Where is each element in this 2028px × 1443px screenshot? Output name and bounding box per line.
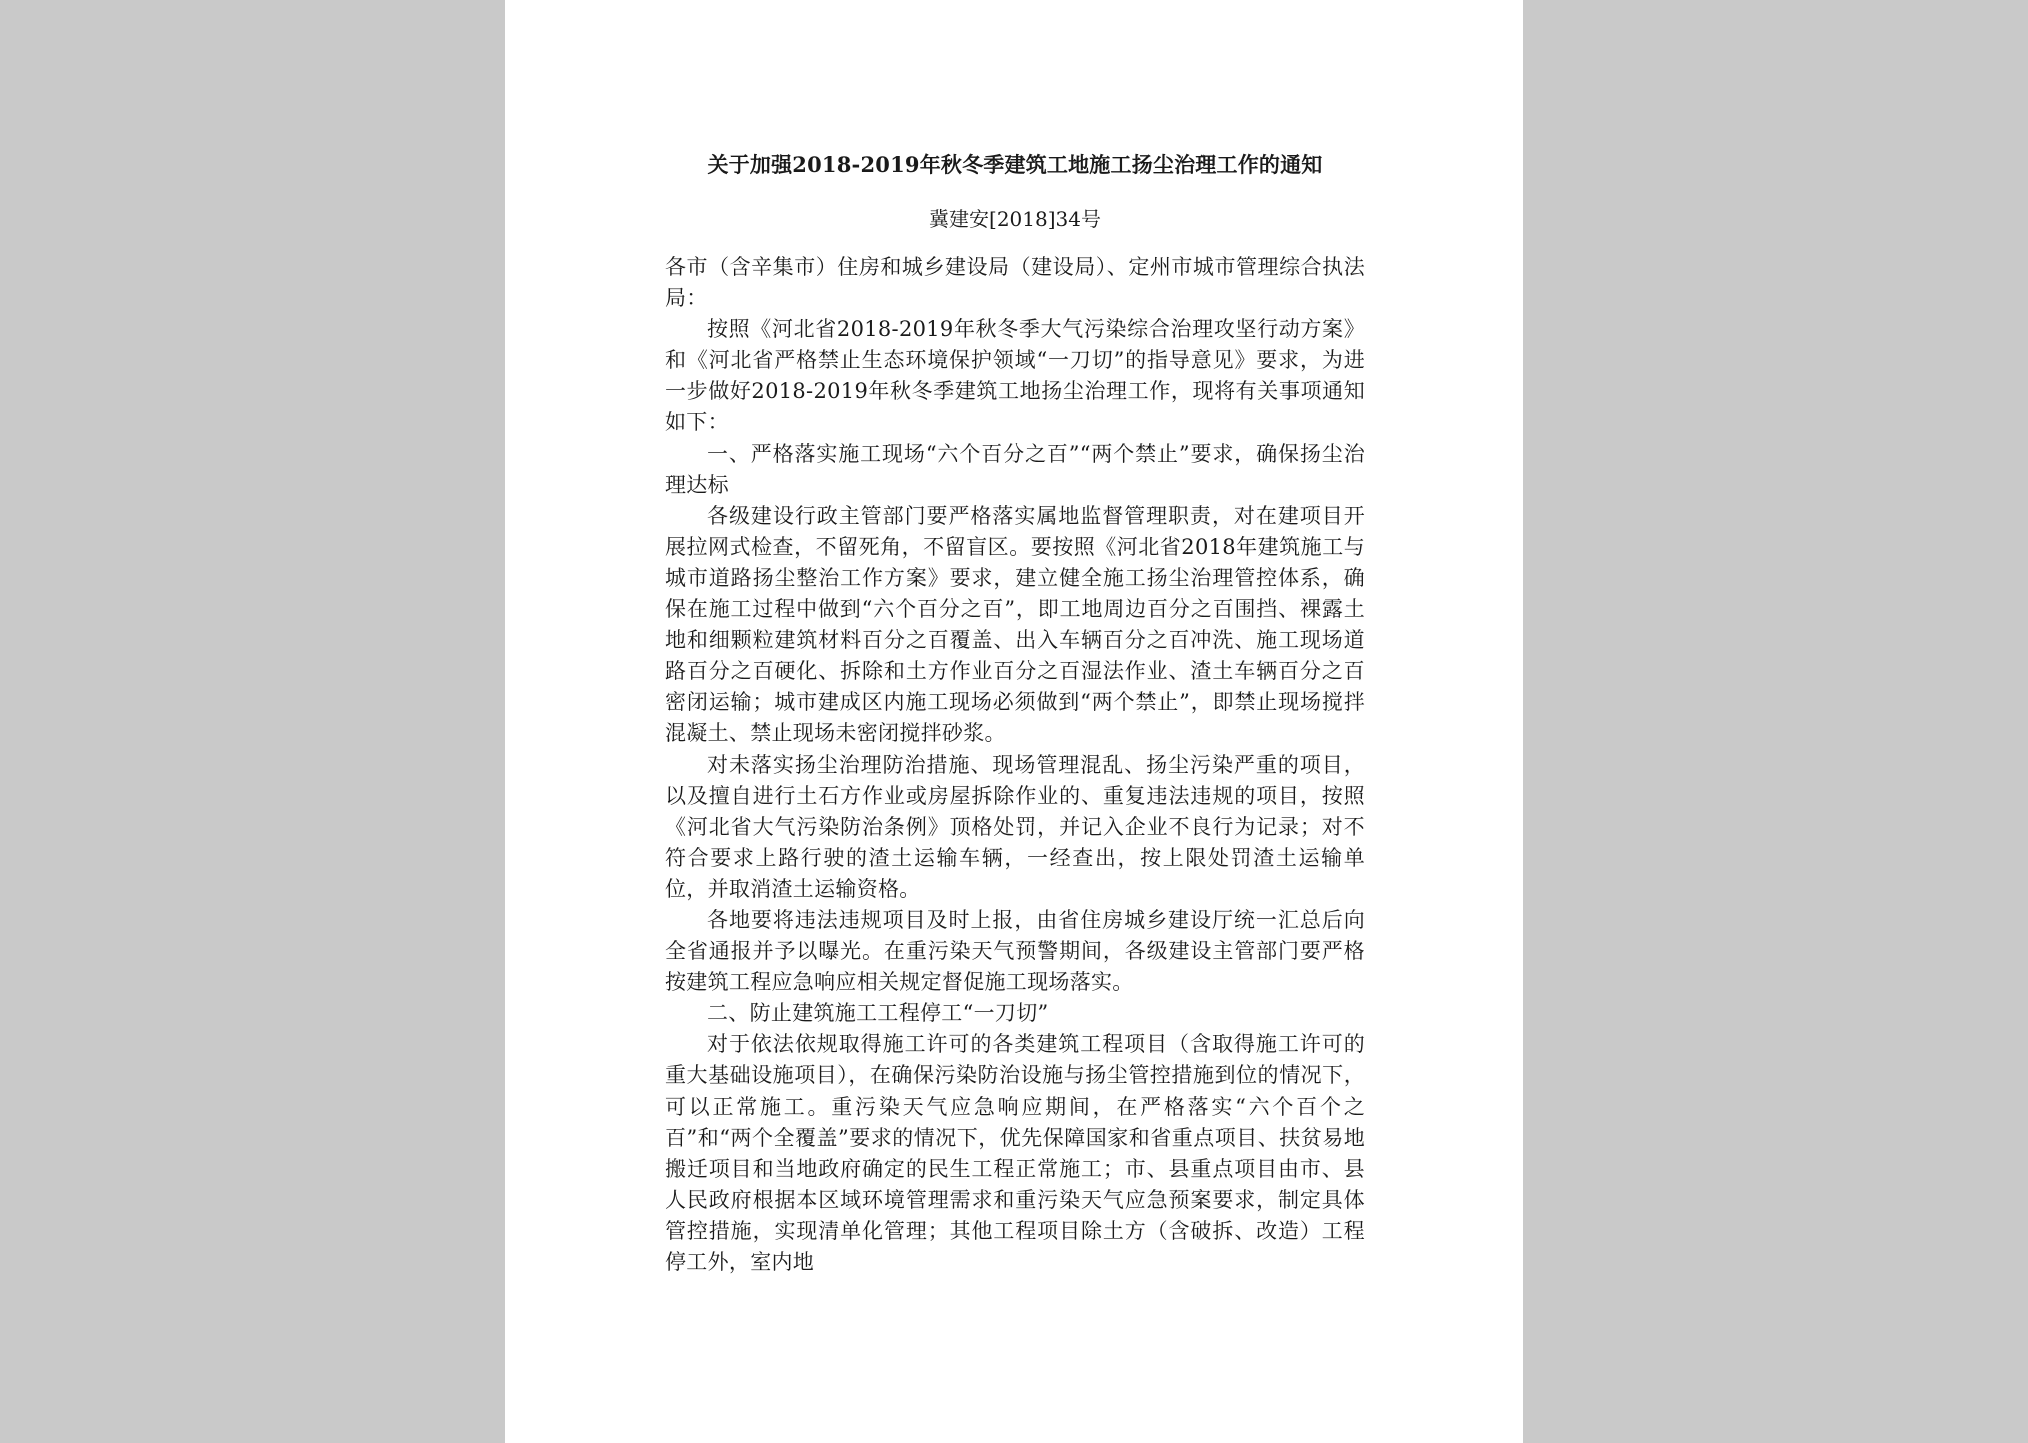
paragraph-body: 各级建设行政主管部门要严格落实属地监督管理职责，对在建项目开展拉网式检查，不留死角，不留盲区。要按照《河北省2018年建筑施工与城市道路扬尘整治工作方案》要求，建立健全施工扬尘治理管控体系，确保在施工过程中做到“六个百分之百”，即工地周边百分之百围挡、裸露土地和细颗粒建筑材料百分之百覆盖、出入车辆百分之百冲洗、施工现场道路百分之百硬化、拆除和土方作业百分之百湿法作业、渣土车辆百分之百密闭运输；城市建成区内施工现场必须做到“两个禁止”，即禁止现场搅拌混凝土、禁止现场未密闭搅拌砂浆。 [665,503,1365,746]
paragraph-intro: 按照《河北省2018-2019年秋冬季大气污染综合治理攻坚行动方案》和《河北省严格禁止生态环境保护领域“一刀切”的指导意见》要求，为进一步做好2018-2019年秋冬季建筑工地扬尘治理工作，现将有关事项通知如下： [665,317,1365,435]
paragraph-body: 各地要将违法违规项目及时上报，由省住房城乡建设厅统一汇总后向全省通报并予以曝光。在重污染天气预警期间，各级建设主管部门要严格按建筑工程应急响应相关规定督促施工现场落实。 [665,907,1365,995]
document-number: 冀建安[2018]34号 [929,207,1101,231]
paragraph-body: 对于依法依规取得施工许可的各类建筑工程项目（含取得施工许可的重大基础设施项目），在确保污染防治设施与扬尘管控措施到位的情况下，可以正常施工。重污染天气应急响应期间，在严格落实“六个百个之百”和“两个全覆盖”要求的情况下，优先保障国家和省重点项目、扶贫易地搬迁项目和当地政府确定的民生工程正常施工；市、县重点项目由市、县人民政府根据本区域环境管理需求和重污染天气应急预案要求，制定具体管控措施，实现清单化管理；其他工程项目除土方（含破拆、改造）工程停工外，室内地 [665,1032,1365,1274]
section-heading-1: 一、严格落实施工现场“六个百分之百”“两个禁止”要求，确保扬尘治理达标 [665,441,1365,497]
page-content [665,148,1365,1278]
document-page [505,0,1523,1443]
addressee: 各市（含辛集市）住房和城乡建设局（建设局）、定州市城市管理综合执法局： [665,255,1365,311]
paragraph-body: 对未落实扬尘治理防治措施、现场管理混乱、扬尘污染严重的项目，以及擅自进行土石方作业或房屋拆除作业的、重复违法违规的项目，按照《河北省大气污染防治条例》顶格处罚，并记入企业不良行为记录；对不符合要求上路行驶的渣土运输车辆，一经查出，按上限处罚渣土运输单位，并取消渣土运输资格。 [665,752,1365,901]
document-title: 关于加强2018-2019年秋冬季建筑工地施工扬尘治理工作的通知 [707,152,1323,177]
section-heading-2: 二、防止建筑施工工程停工“一刀切” [707,1001,1049,1026]
